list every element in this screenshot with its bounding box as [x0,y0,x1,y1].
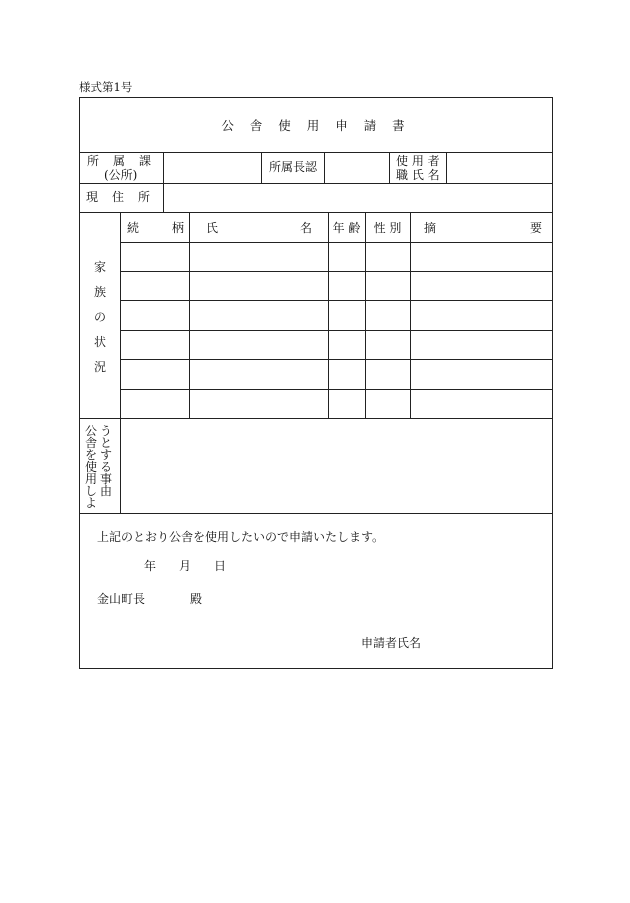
family-age-cell[interactable] [329,331,365,359]
family-label-char: 家 [94,260,107,274]
remarks-header-a: 摘 [424,221,437,235]
family-age-cell[interactable] [329,360,365,389]
reason-label-char: 使 [85,460,98,474]
applicant-name-field[interactable] [420,632,548,652]
family-status-label [80,212,120,418]
address-label: 現 住 所 [86,190,152,204]
declaration-statement: 上記のとおり公舎を使用したいので申請いたします。 [97,530,385,544]
family-remarks-cell[interactable] [411,360,551,389]
family-sex-cell[interactable] [366,360,410,389]
family-name-cell[interactable] [190,360,328,389]
family-sex-cell[interactable] [366,390,410,418]
usage-reason-label [80,419,120,513]
department-head-approval-field[interactable] [325,153,389,183]
affiliation-label-main: 所 属 課 [87,154,153,168]
reason-label-char: と [100,436,113,450]
addressee: 金山町長 [97,592,146,606]
reason-label-char: る [100,460,113,474]
form-title: 公 舎 使 用 申 請 書 [221,118,411,133]
form-number: 様式第1号 [79,80,133,94]
day-label: 日 [214,559,227,573]
month-label: 月 [179,559,192,573]
family-remarks-cell[interactable] [411,301,551,330]
family-remarks-cell[interactable] [411,331,551,359]
name-header-b: 名 [300,221,313,235]
relation-header-a: 続 [127,221,140,235]
reason-label-char: を [85,448,98,462]
family-age-cell[interactable] [329,243,365,271]
reason-label-char: し [85,484,98,498]
family-relation-cell[interactable] [121,243,189,271]
affiliation-label-sub: (公所) [104,168,138,182]
user-label-line1: 使 用 者 [396,154,440,168]
reason-label-char: す [100,448,113,462]
affiliation-field[interactable] [164,153,261,183]
family-label-char: 況 [94,360,107,374]
family-remarks-cell[interactable] [411,272,551,300]
family-name-cell[interactable] [190,272,328,300]
family-remarks-cell[interactable] [411,390,551,418]
family-relation-cell[interactable] [121,272,189,300]
sex-header: 性 別 [373,221,402,235]
family-age-cell[interactable] [329,272,365,300]
divider [80,212,552,213]
reason-label-char: 由 [100,484,113,498]
remarks-header-b: 要 [530,221,543,235]
family-age-cell[interactable] [329,301,365,330]
family-label-char: 状 [94,335,107,349]
reason-label-char: 事 [100,472,113,486]
divider [80,513,552,514]
reason-label-char: 舎 [85,436,98,450]
reason-label-char: う [100,424,113,438]
affiliation-label [80,152,163,183]
family-name-cell[interactable] [190,301,328,330]
family-sex-cell[interactable] [366,272,410,300]
relation-header-b: 柄 [172,221,185,235]
family-sex-cell[interactable] [366,331,410,359]
reason-label-char: 公 [85,424,98,438]
user-label-line2: 職 氏 名 [396,168,440,182]
department-head-label: 所属長認 [268,160,317,174]
usage-reason-field[interactable] [121,419,551,513]
honorific: 殿 [190,592,203,606]
family-name-cell[interactable] [190,243,328,271]
year-label: 年 [144,559,157,573]
family-name-cell[interactable] [190,390,328,418]
age-header: 年 齢 [332,221,361,235]
family-sex-cell[interactable] [366,301,410,330]
address-field[interactable] [164,184,551,212]
family-label-char: の [94,310,107,324]
family-relation-cell[interactable] [121,301,189,330]
family-relation-cell[interactable] [121,331,189,359]
family-remarks-cell[interactable] [411,243,551,271]
family-relation-cell[interactable] [121,390,189,418]
family-age-cell[interactable] [329,390,365,418]
name-header-a: 氏 [206,221,219,235]
user-position-name-field[interactable] [447,153,551,183]
family-name-cell[interactable] [190,331,328,359]
reason-label-char: 用 [85,472,98,486]
family-label-char: 族 [94,285,107,299]
family-relation-cell[interactable] [121,360,189,389]
user-position-name-label [390,152,446,183]
family-sex-cell[interactable] [366,243,410,271]
applicant-name-label: 申請者氏名 [361,636,422,650]
reason-label-char: よ [85,496,98,510]
